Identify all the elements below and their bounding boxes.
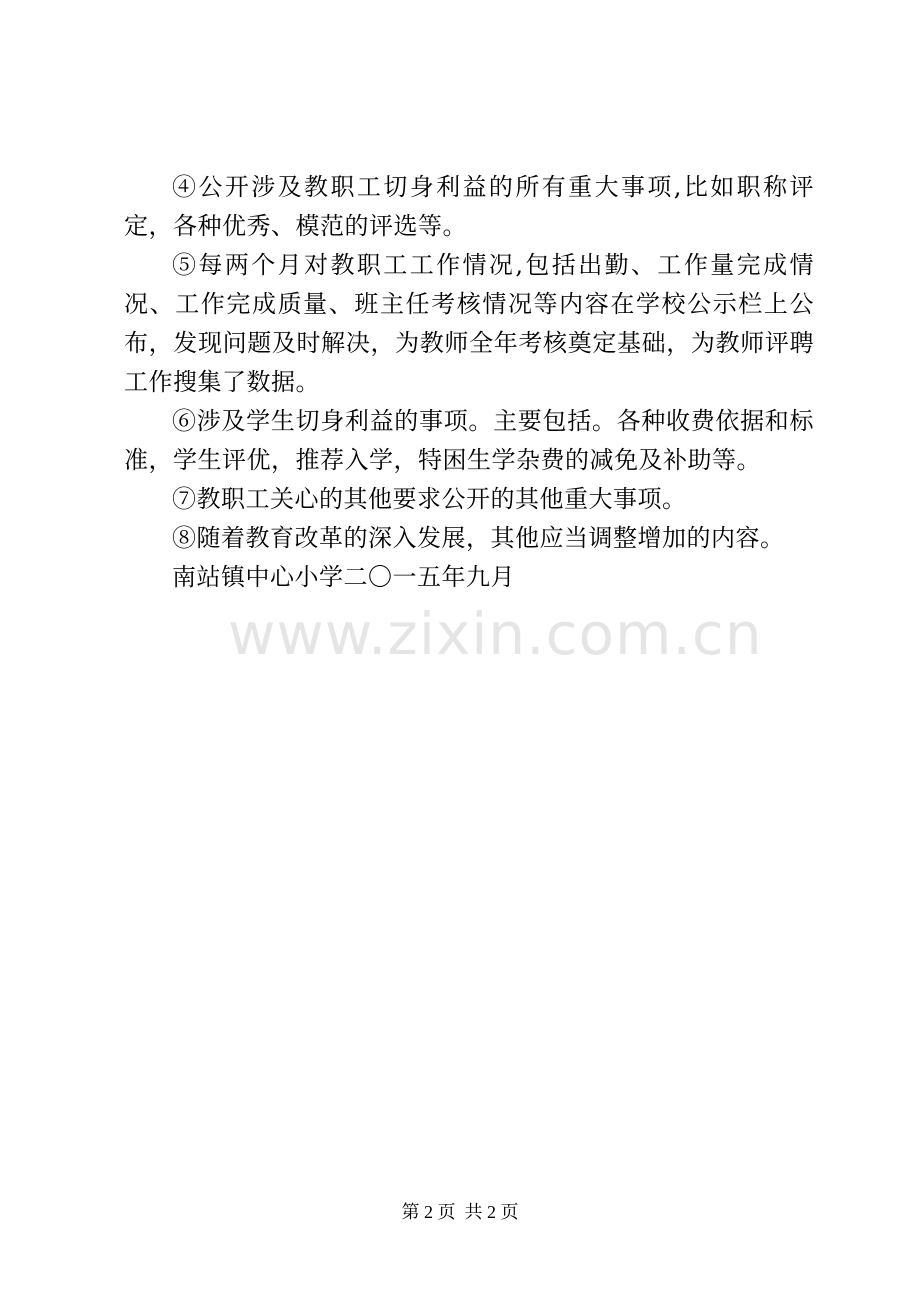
paragraph-item-5: ⑤每两个月对教职工工作情况,包括出勤、工作量完成情况、工作完成质量、班主任考核情况等内容在学校公示栏上公布，发现问题及时解决，为教师全年考核奠定基础，为教师评聘工作搜集了数据。 — [124, 251, 814, 396]
paragraph-item-6: ⑥涉及学生切身利益的事项。主要包括。各种收费依据和标准，学生评优，推荐入学，特困生学杂费的减免及补助等。 — [124, 407, 814, 474]
page-number-footer: 第 2 页 共 2 页 — [401, 1202, 519, 1222]
document-body — [124, 168, 814, 597]
signature-line: 南站镇中心小学二〇一五年九月 — [172, 563, 515, 591]
paragraph-item-7: ⑦教职工关心的其他要求公开的其他重大事项。 — [172, 485, 687, 513]
paragraph-item-8: ⑧随着教育改革的深入发展，其他应当调整增加的内容。 — [172, 524, 785, 552]
paragraph-item-4: ④公开涉及教职工切身利益的所有重大事项,比如职称评定，各种优秀、模范的评选等。 — [124, 173, 814, 240]
watermark: www.zixin.com.cn — [228, 600, 763, 668]
